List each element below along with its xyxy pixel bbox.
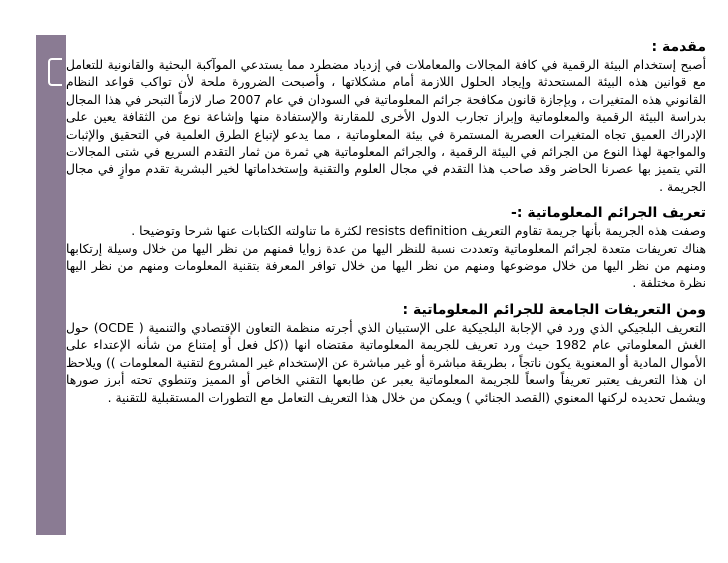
decorative-frame-left bbox=[36, 35, 66, 535]
document-body bbox=[66, 38, 706, 407]
intro-heading: مقدمة : bbox=[651, 39, 706, 55]
definition-heading: تعريف الجرائم المعلوماتية :- bbox=[511, 205, 706, 222]
intro-paragraph: أصبح إستخدام البيئة الرقمية في كافة المجالات والمعاملات في إزدياد مضطرد مما يستدعي الموآكبة البحثية والقانونية للتعامل مع قوانين هذه البيئة المستحدثة وإيجاد الحلول اللازمة أمام مشكلاتها ، وأصبحت الضرورة ملحة لأن تواكب قواعد النظام القانوني هذه المتغيرات ، وبإجازة قانون مكافحة جرائم المعلوماتية في السودان في عام 2007 صار لازماً التبحر في هذا المجال بدراسة البيئة الرقمية والمعلوماتية وإبراز تجارب الدول الأخرى للمقارنة والإستفادة منها وإشاعة نوع من الثقافة يعين على الإدراك العميق تجاه المتغيرات العصرية المستمرة في بيئة المعلوماتية ، مما يدعو لإتباع الطرق العلمية في التحقيق والإثبات والمواجهة لهذا النوع من الجرائم في البيئة الرقمية ، والجرائم المعلوماتية هي ثمرة من ثمار التقدم السريع في شتى المجالات التي يتميز بها عصرنا الحاضر وقد صاحب هذا التقدم في مجال العلوم والتقنية وإستخداماتها لخير البشرية تقدم موازٍ في مجال الجريمة . bbox=[66, 58, 707, 194]
frame-tab-icon bbox=[48, 58, 62, 86]
definition-paragraph-2: هناك تعريفات متعدة لجرائم المعلوماتية وتعددت نسبة للنظر اليها من عدة زوايا فمنهم من نظر اليها من خلال وسيلة إرتكابها ومنهم من نظر اليها من خلال موضوعها ومنهم من نظر اليها من خلال توافر المعرفة بتقنية المعلومات ومنهم من نظر اليها نظرة مختلفة . bbox=[66, 241, 706, 291]
comprehensive-definitions-heading: ومن التعريفات الجامعة للجرائم المعلوماتية : bbox=[402, 301, 706, 318]
definition-paragraph-1: وصفت هذه الجريمة بأنها جريمة تقاوم التعريف resists definition لكثرة ما تناولته الكتابات عنها شرحا وتوضيحا . bbox=[131, 224, 706, 239]
section-gap bbox=[66, 293, 706, 301]
belgian-definition-paragraph: التعريف البلجيكي الذي ورد في الإجابة البلجيكية على الإستبيان الذي أجرته منظمة التعاون الإقتصادي والتنمية ( OCDE) حول الغش المعلوماتي عام 1982 حيث ورد تعريف للجريمة المعلوماتية مقتضاه انها ((كل فعل أو إمتناع من شأنه الإعتداء على الأموال المادية أو المعنوية يكون ناتجاً ، بطريقة مباشرة أو غير مباشرة عن الإستخدام غير المشروع لتقنية المعلومات )) ويلاحظ ان هذا التعريف يعتبر تعريفاً واسعاً للجريمة المعلوماتية يعبر عن طابعها التقني الخاص أو المميز وتنطوي تحته أبرز صورها ويشمل تحديده لركنها المعنوي (القصد الجنائي ) ويمكن من خلال هذا التعريف التعامل مع التطورات المستقبلية للتقنية . bbox=[66, 320, 706, 405]
slide-content bbox=[66, 35, 714, 535]
section-gap bbox=[66, 196, 706, 204]
